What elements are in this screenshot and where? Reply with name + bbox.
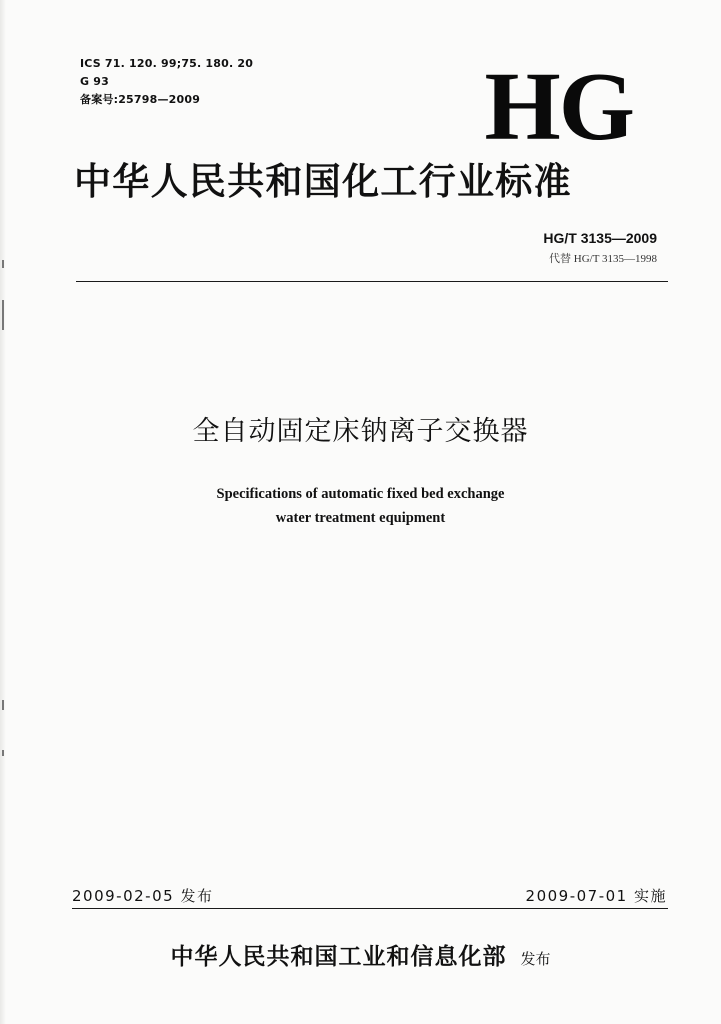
scan-speck — [2, 260, 4, 268]
scan-speck — [2, 300, 4, 330]
filing-number: 备案号:25798—2009 — [80, 93, 201, 106]
issue-date: 2009-02-05 发布 — [72, 887, 214, 905]
document-title-zh: 全自动固定床钠离子交换器 — [192, 416, 529, 447]
title-en-line-2: water treatment equipment — [275, 510, 446, 526]
top-divider — [76, 281, 668, 282]
ics-code: ICS 71. 120. 99;75. 180. 20 — [80, 57, 254, 70]
replaces-note: 代替 HG/T 3135—1998 — [549, 253, 657, 265]
implementation-date: 2009-07-01 实施 — [525, 887, 667, 905]
standard-code: HG/T 3135—2009 — [543, 230, 657, 246]
issuer-action: 发布 — [520, 950, 551, 968]
classification-block — [80, 55, 253, 109]
hg-logo: HG — [484, 53, 633, 161]
scan-speck — [2, 750, 4, 756]
issuer-line — [0, 940, 721, 976]
scan-speck — [2, 700, 4, 710]
document-title-en — [0, 482, 721, 530]
issuer-name: 中华人民共和国工业和信息化部 — [170, 943, 507, 970]
bottom-divider — [72, 908, 668, 909]
title-en-line-1: Specifications of automatic fixed bed exchange — [216, 486, 505, 502]
ccs-code: G 93 — [80, 75, 109, 88]
standard-type-title: 中华人民共和国化工行业标准 — [74, 159, 572, 203]
